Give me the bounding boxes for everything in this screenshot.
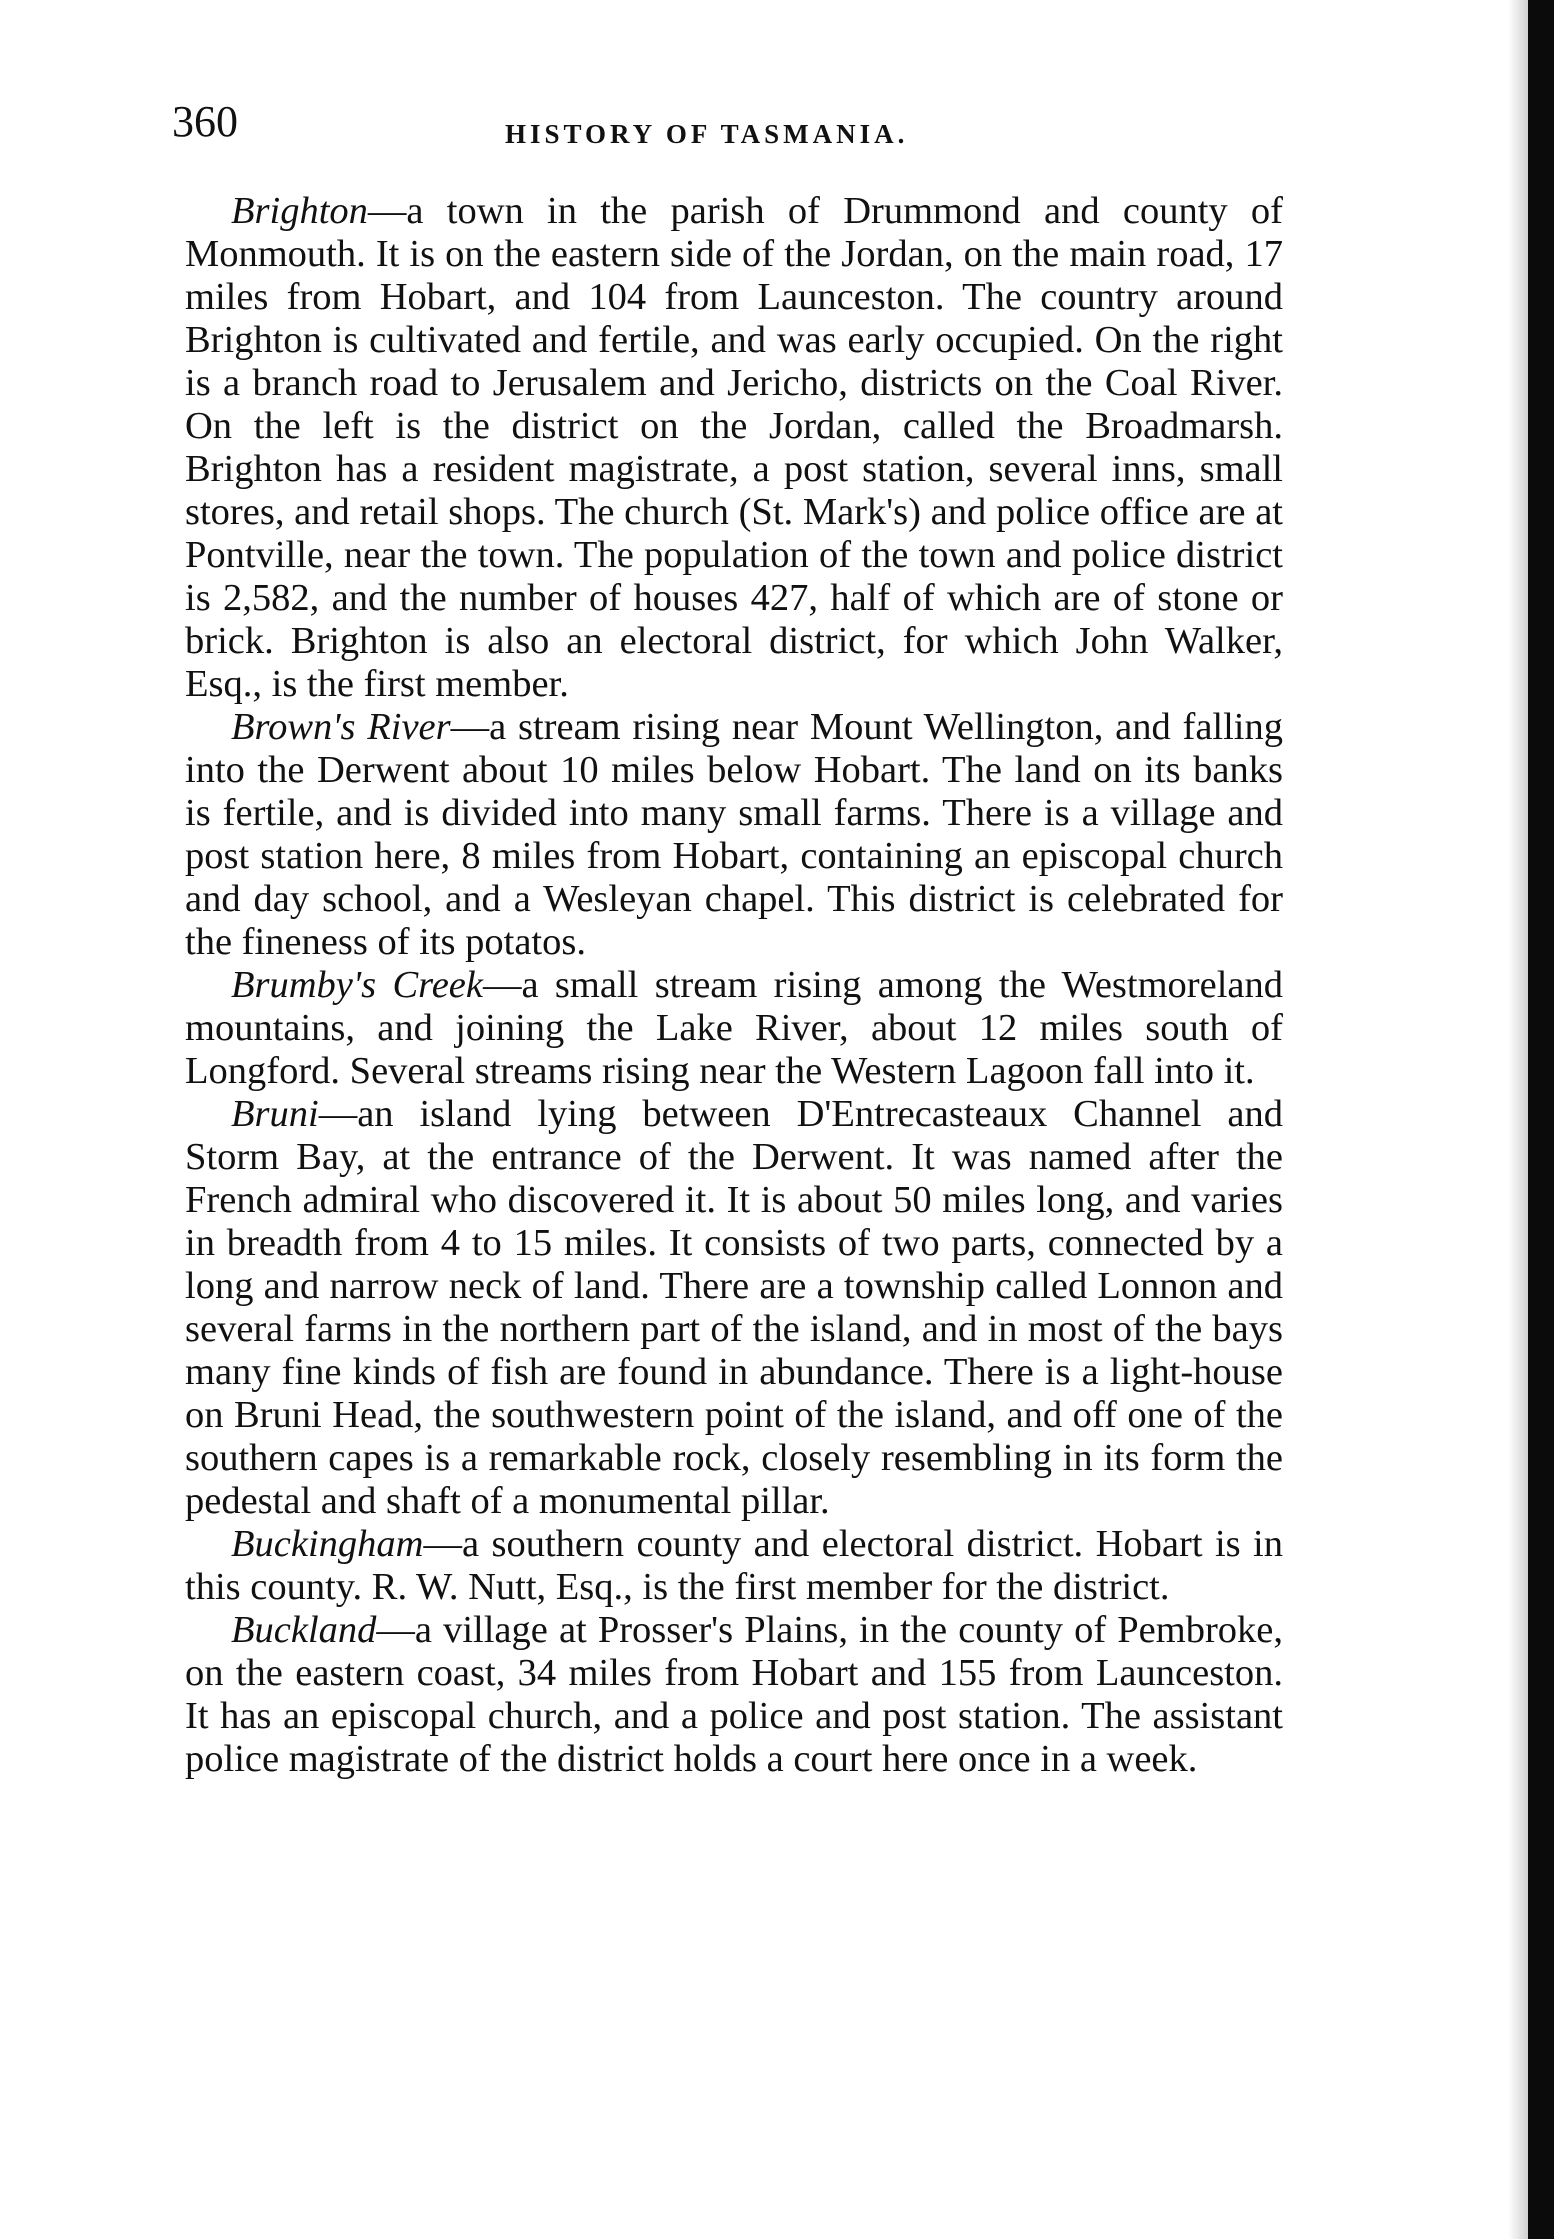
entry-term: Brighton (231, 190, 368, 232)
entry-text: —a town in the parish of Drummond and county of Monmouth. It is on the eastern side of the Jordan, on the main road, 17 miles from Hobart, and 104 from Launceston. The country around Brighton is cultivated and fertile, and was early occupied. On the right is a branch road to Jerusalem and Jericho, districts on the Coal River. On the left is the district on the Jordan, called the Broadmarsh. Brighton has a resident magistrate, a post station, several inns, small stores, and retail shops. The church (St. Mark's) and police office are at Pontville, near the town. The population of the town and police district is 2,582, and the number of houses 427, half of which are of stone or brick. Brighton is also an electoral district, for which John Walker, Esq., is the first member. (185, 190, 1283, 705)
page-number: 360 (172, 97, 238, 146)
entry-brighton (185, 190, 1283, 706)
page-edge-bar (1528, 0, 1554, 2239)
entry-browns-river (185, 706, 1283, 964)
entry-term: Buckingham (231, 1523, 424, 1565)
entry-text: —a southern county and electoral district. Hobart is in this county. R. W. Nutt, Esq., is the first member for the district. (185, 1523, 1283, 1608)
entry-bruni (185, 1093, 1283, 1523)
gazetteer-body (185, 190, 1283, 1781)
entry-term: Brumby's Creek (231, 964, 483, 1006)
entry-term: Brown's River (231, 706, 451, 748)
entry-buckingham (185, 1523, 1283, 1609)
entry-term: Bruni (231, 1093, 319, 1135)
running-title: HISTORY OF TASMANIA. (505, 119, 909, 149)
entry-brumbys-creek (185, 964, 1283, 1093)
entry-term: Buckland (231, 1609, 377, 1651)
entry-text: —a village at Prosser's Plains, in the county of Pembroke, on the eastern coast, 34 miles from Hobart and 155 from Launceston. It has an episcopal church, and a police and post station. The assistant police magistrate of the district holds a court here once in a week. (185, 1609, 1283, 1780)
entry-text: —a stream rising near Mount Wellington, and falling into the Derwent about 10 miles below Hobart. The land on its banks is fertile, and is divided into many small farms. There is a village and post station here, 8 miles from Hobart, containing an episcopal church and day school, and a Wesleyan chapel. This district is celebrated for the fineness of its potatos. (185, 706, 1284, 963)
page-edge-shadow (1508, 0, 1528, 2239)
entry-buckland (185, 1609, 1283, 1781)
entry-text: —an island lying between D'Entrecasteaux Channel and Storm Bay, at the entrance of the Derwent. It was named after the French admiral who discovered it. It is about 50 miles long, and varies in breadth from 4 to 15 miles. It consists of two parts, connected by a long and narrow neck of land. There are a township called Lonnon and several farms in the northern part of the island, and in most of the bays many fine kinds of fish are found in abundance. There is a light-house on Bruni Head, the southwestern point of the island, and off one of the southern capes is a remarkable rock, closely resembling in its form the pedestal and shaft of a monumental pillar. (185, 1093, 1283, 1522)
entry-text: —a small stream rising among the Westmoreland mountains, and joining the Lake River, about 12 miles south of Longford. Several streams rising near the Western Lagoon fall into it. (185, 964, 1283, 1092)
